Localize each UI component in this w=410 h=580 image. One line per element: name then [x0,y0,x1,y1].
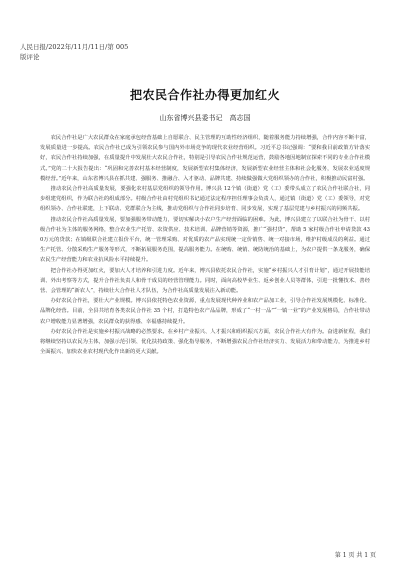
article-body [40,133,370,357]
paragraph: 推动农民合作社高质量发展，要强化农村基层党组织的领导作用。博兴县 12个镇（街道）党（工）委带头成立了农民合作社联合社，同步组建党组织，作为联合社的组成部分。村级合作社由村党组织书记通过法定程序担任理事会负责人，通过镇（街道）党（工）委领导，对党组织领办、合作社联建，上下联动、党群联合为主线，推动党组织与合作社同步培育、同步发展，实现了基层党建与乡村振兴的同频共振。 [40,186,370,213]
paragraph: 推动农民合作社高质量发展，要加强服务带动能力，要切实解决小农户生产经营面临的困难。为此，博兴县建立了以联合社为骨干、以村级合作社为主体的服务网络，整合农业生产托管、农资供应、技术培训、品牌营销等资源，推广“强村贷”，帮助 5 家村级合作社申请贷款 430万元的贷款；在镇级联合社建立报价平台，统一管理采购、对优质的农产品实现统一定价销售、统一对接市场，维护村级成员的利益。通过生产托管、分散采购生产服务等形式，不断拓展服务范围，提高服务能力。在统购、统销、统防统治的基础上，为农户提供一条龙服务，确保农民生产经营能力和农业抗风险水平持续提升。 [40,216,370,264]
paragraph: 办好农民合作社是实施乡村振兴战略的必然要求。在乡村产业振兴、人才振兴和组织振兴方面，农民合作社大有作为。奋进新征程，我们将继续坚持以农民为主体，加强示范引领、优化扶持政策、强化指导服务，不断增强农民合作社经济实力、发展活力和带动能力，为推进乡村全面振兴、加快农业农村现代化作出新的更大贡献。 [40,328,370,356]
paragraph: 把合作社办得更加红火，要加大人才培养和引进力度。近年来，博兴县依托农民合作社，实施“乡村振兴人才引育计划”，通过开展技能培训、外出考察等方式，提升合作社负责人和骨干成员的经营管理能力。同时，面向高校毕业生、返乡创业人员等群体，引进一批懂技术、善经营、会管理的“新农人”，持续壮大合作社人才队伍，为合作社高质量发展注入新动能。 [40,267,370,295]
article-author: 山东省博兴县委书记 高志国 [159,114,251,122]
paragraph: 农民合作社是广大农民群众在家庭承包经营基础上自愿联合、民主管理的互助性经济组织，随着服务能力持续增强，合作内容不断丰富，发展质量进一步提高。农民合作社已成为引领农民参与国内外市场竞争的现代农业经营组织。习近平总书记强调：“要和我目前政策方针落实好，农民合作社持续加强，在质量提升中发展壮大农民合作社，特别是引导农民合作社规范运营，鼓励各地因地制宜探索不同的专业合作社模式。”党的二十大报告提出：“巩固和完善农村基本经营制度，发展新型农村集体经济，发展新型农业经营主体和社会化服务，发展农业适度规模经营。”近年来，山东省博兴县在抓共建、强服务、推融合、入才驱动、品牌共建、持续做强做大党组织领办的合作社，积极推动民富村强。 [40,135,370,182]
paragraph: 办好农民合作社，要壮大产业规模。博兴县依托特色农业资源，重点发展现代种养业和农产品加工业，引导合作社发展规模化、标准化、品牌化经营。目前，全县共培育各类农民合作社 35 个村，打造特色农产品品牌，形成了“一村一品”“一镇一业”的产业发展格局，合作社带动农户增收能力显著增强，农民群众的获得感、幸福感持续提升。 [40,298,370,325]
column-line: 版评论 [20,53,40,61]
page-number: 第 1 页 共 1 页 [334,552,376,559]
publication-meta [20,42,128,62]
publication-line: 人民日报/2022年/11月/11日/第 005 [20,43,129,51]
article-title: 把农民合作社办得更加红火 [129,88,280,102]
